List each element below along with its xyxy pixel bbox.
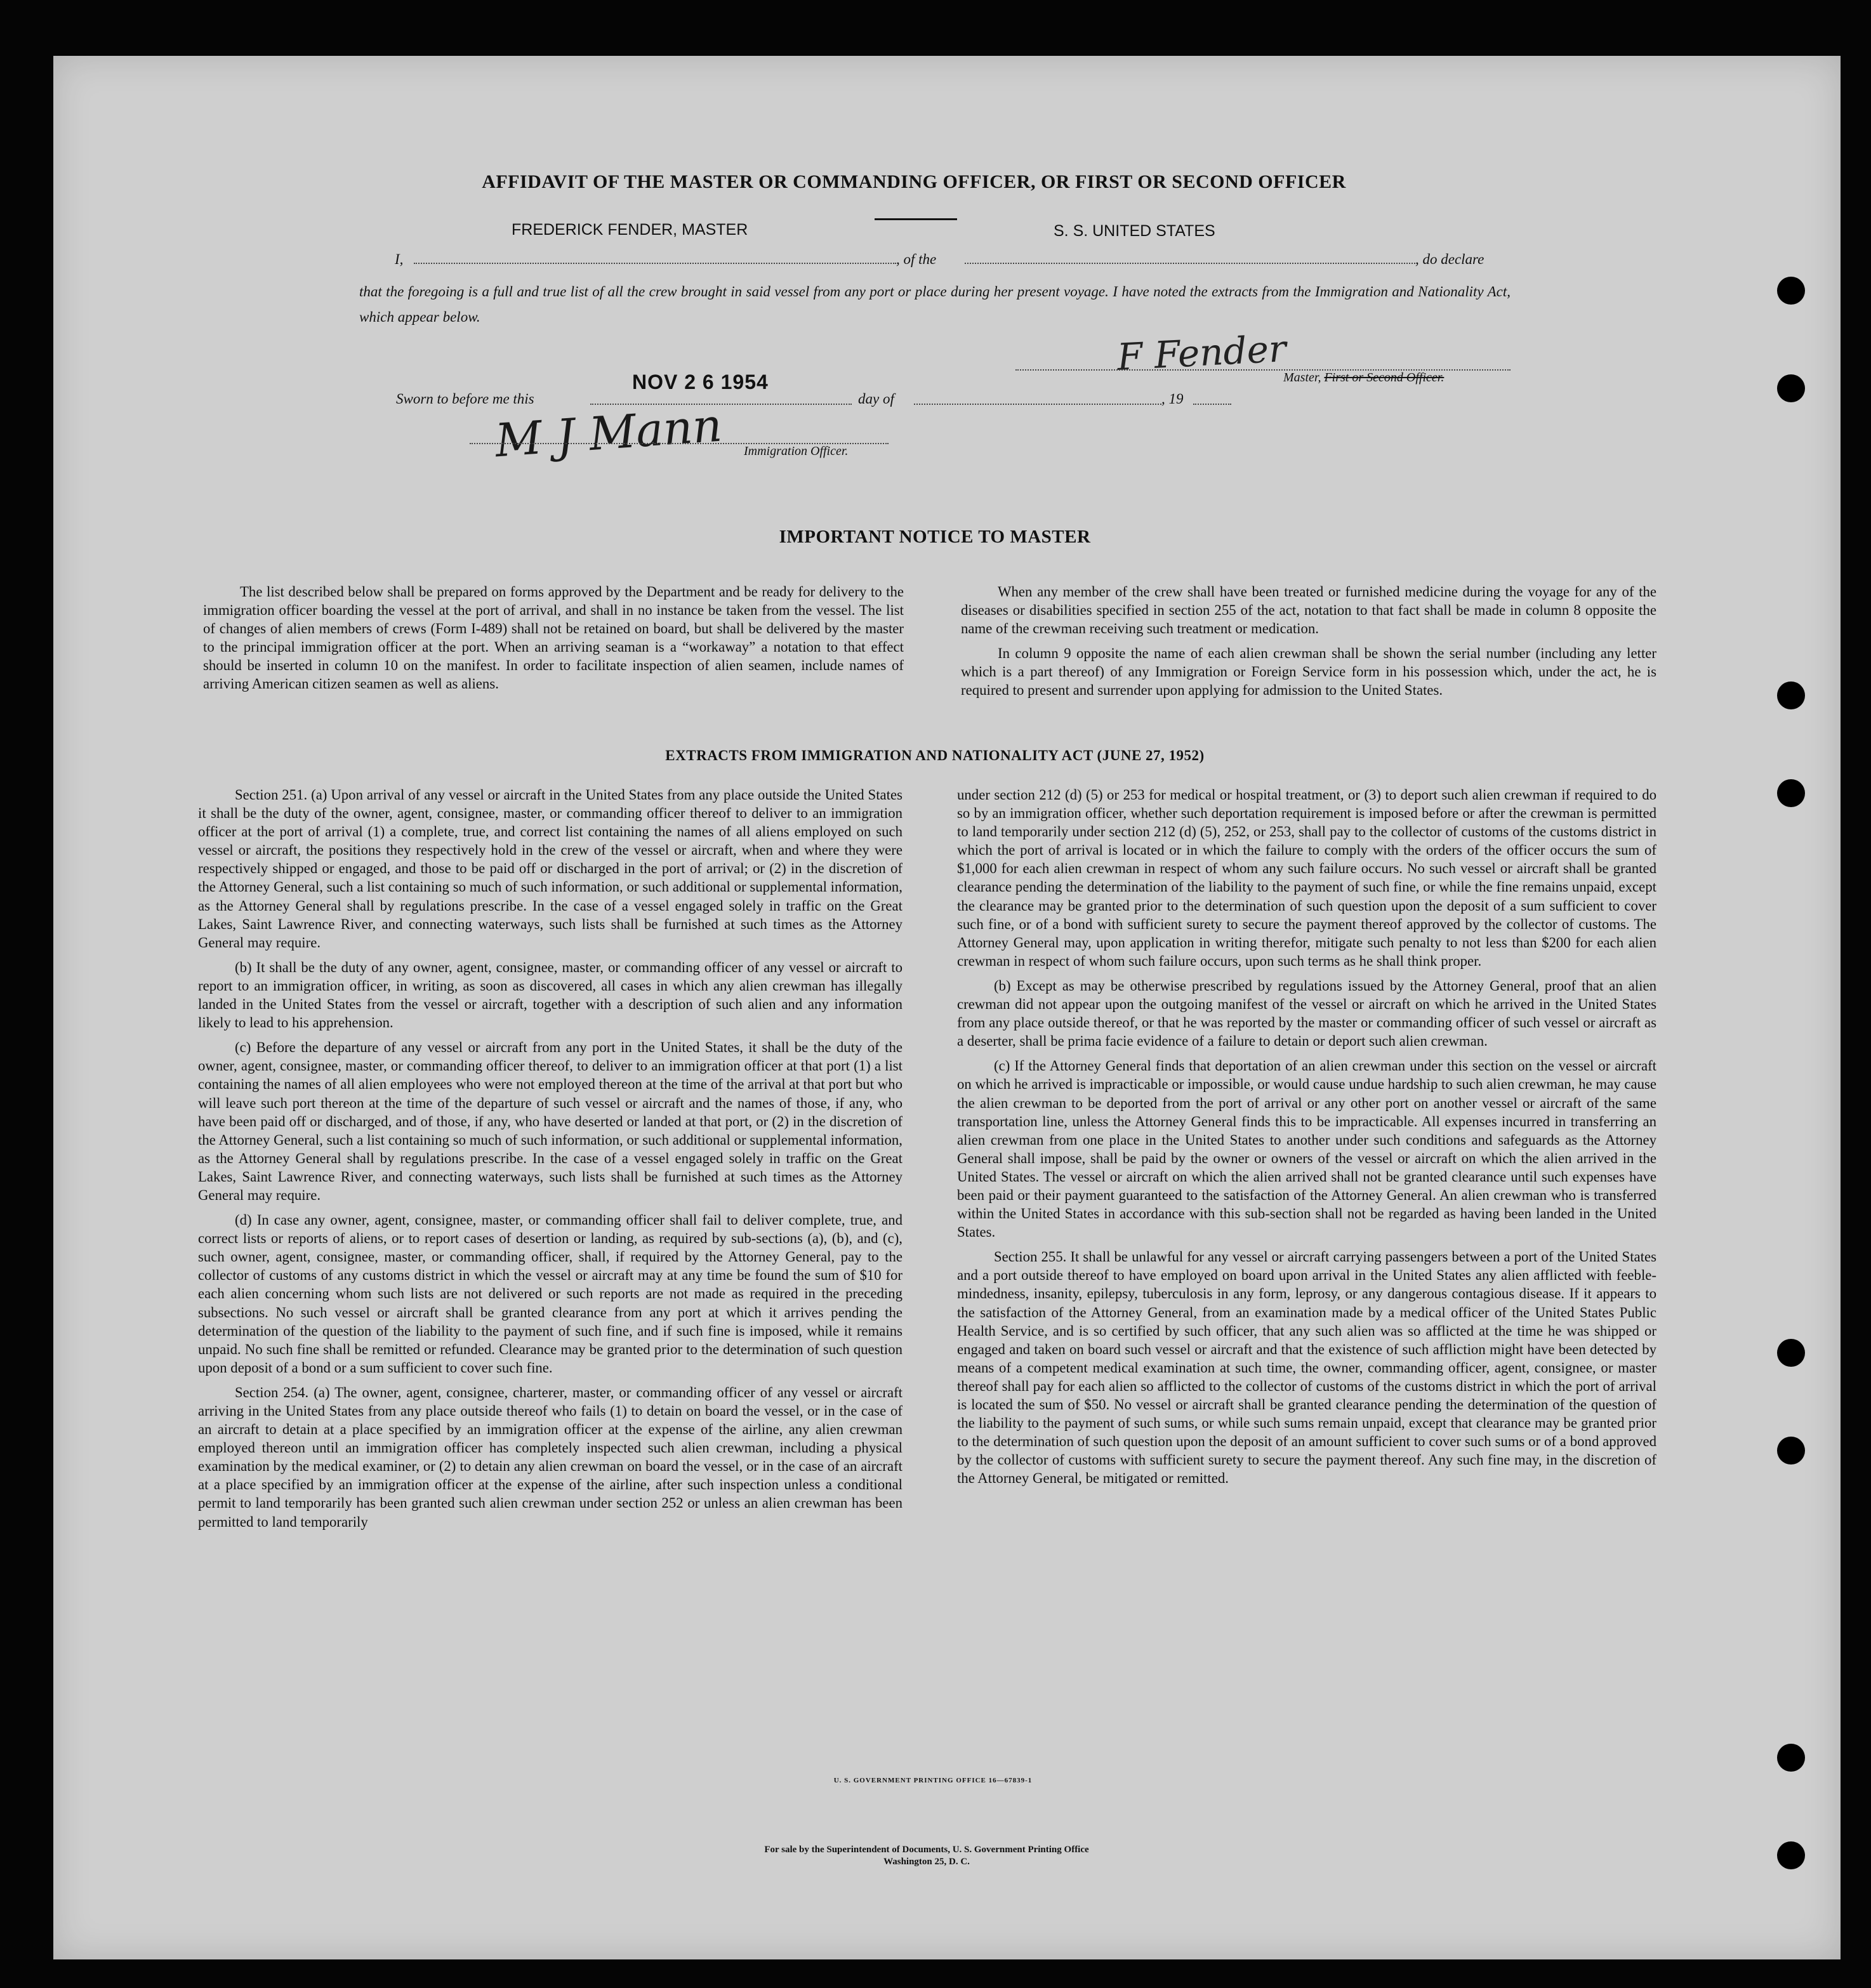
printer-mark: U. S. GOVERNMENT PRINTING OFFICE 16—67839-1 — [833, 1777, 1033, 1784]
master-name: FREDERICK FENDER, MASTER — [512, 221, 748, 239]
field-vessel-line — [965, 263, 1415, 264]
section-251b: (b) It shall be the duty of any owner, agent, consignee, master, or commanding officer of any vessel or aircraft to report to an immigration officer, in writing, as soon as discovered, all cases in which any alien crewman has illegally landed in the United States from the vessel or aircraft, together with a description of such alien and any information likely to lead to his apprehension. — [198, 959, 902, 1031]
label-of-the: , of the — [896, 251, 937, 267]
section-251d: (d) In case any owner, agent, consignee, master, or commanding officer shall fail to deliver complete, true, and correct lists or reports of aliens, or to report cases of desertion or landing, as required by sub-sections (a), (b), and (c), such owner, agent, consignee, master, or commanding officer, shall, if required by the Attorney General, pay to the collector of customs of any customs district in which the vessel or aircraft may at any time be found the sum of $10 for each alien concerning whom such lists are not delivered or such reports are not made as required in the preceding subsections. No such vessel or aircraft shall be granted clearance from any port at which it arrives pending the determination of the question of the liability to the payment of such fine, and if such fine is imposed, while it remains unpaid. No such fine shall be remitted or refunded. Clearance may be granted prior to the determination of such question upon deposit of a bond or a sum sufficient to cover such fine. — [198, 1212, 902, 1376]
affidavit-title: AFFIDAVIT OF THE MASTER OR COMMANDING OFFICER, OR FIRST OR SECOND OFFICER — [482, 171, 1346, 192]
binder-hole — [1777, 1339, 1805, 1367]
section-254a: Section 254. (a) The owner, agent, consignee, charterer, master, or commanding officer of any vessel or aircraft arriving in the United States from any place outside thereof who fails (1) to detain on board the vessel, or in the case of an aircraft to detain at a place specified by an immigration officer at the expense of the airline, any alien crewman employed thereon until an immigration officer has completely inspected such alien crewman, including a physical examination by the medical examiner, or (2) to detain any alien crewman on board the vessel, or in the case of an aircraft at a place specified by an immigration officer at the expense of the airline, after such inspection unless a conditional permit to land temporarily has been granted such alien crewman under section 252 or unless an alien crewman has been permitted to land temporarily — [198, 1384, 902, 1530]
label-i: I, — [395, 251, 404, 267]
binder-hole — [1777, 1744, 1805, 1772]
binder-hole — [1777, 374, 1805, 402]
year-label: , 19 — [1161, 391, 1184, 407]
notice-left-column — [203, 583, 904, 700]
section-251a: Section 251. (a) Upon arrival of any vessel or aircraft in the United States from any place outside the United States it shall be the duty of the owner, agent, consignee, master, or commanding officer thereof to deliver to an immigration officer at the port of arrival (1) a complete, true, and correct list containing the names of all aliens employed on such vessel or aircraft, the positions they respectively hold in the crew of the vessel or aircraft, when and where they were respectively shipped or engaged, and those to be paid off or discharged in the port of arrival; or (2) in the discretion of the Attorney General, such a list containing so much of such information, or such additional or supplemental information, as the Attorney General shall by regulations prescribe. In the case of a vessel engaged solely in traffic on the Great Lakes, Saint Lawrence River, and connecting waterways, such lists shall be furnished at such times as the Attorney General may require. — [198, 787, 902, 951]
extracts-left-column — [198, 786, 902, 1537]
label-do-declare: , do declare — [1415, 251, 1484, 267]
section-255: Section 255. It shall be unlawful for any vessel or aircraft carrying passengers between a port of the United States and a port outside thereof to have employed on board upon arrival in the United States any alien afflicted with feeble-mindedness, insanity, epilepsy, tuberculosis in any form, leprosy, or any dangerous contagious disease. If it appears to the satisfaction of the Attorney General, from an examination made by a medical officer of the United States Public Health Service, and is so certified by such officer, that any such alien was so afflicted at the time he was shipped or engaged and taken on board such vessel or aircraft and that the existence of such affliction might have been detected by means of a competent medical examination at such time, the owner, commanding officer, agent, consignee, or master thereof shall pay for each alien so afflicted to the collector of customs of the customs district in which the port of arrival is located the sum of $50. No vessel or aircraft shall be granted clearance pending the determination of the question of the liability to the payment of such sums, or while such sums remain unpaid, except that clearance may be granted prior to the determination of such question upon the deposit of an amount sufficient to cover such sums or of a bond approved by the collector of customs with sufficient surety to secure the payment thereof. Any such fine may, in the discretion of the Attorney General, be mitigated or remitted. — [957, 1249, 1656, 1487]
notice-title: IMPORTANT NOTICE TO MASTER — [779, 527, 1091, 547]
immigration-officer-label: Immigration Officer. — [744, 444, 849, 458]
vessel-name: S. S. UNITED STATES — [1054, 222, 1215, 240]
master-title-prefix: Master, — [1283, 371, 1321, 385]
day-of-label: day of — [858, 391, 894, 407]
section-251c: (c) Before the departure of any vessel or aircraft from any port in the United States, it shall be the duty of the owner, agent, consignee, master, or commanding officer thereof, to deliver to an immigration officer at that port (1) a list containing the names of all alien employees who were not employed thereon at the time of the arrival at that port but who will leave such port thereon at the time of the departure of such vessel or aircraft and the names of those, if any, who have been paid off or discharged, and of those, if any, who have deserted or landed at that port, or (2) in the discretion of the Attorney General, such a list containing so much of such information, or such additional or supplemental information, as the Attorney General shall by regulations prescribe. In the case of a vessel engaged solely in traffic on the Great Lakes, Saint Lawrence River, and connecting waterways, such lists shall be furnished at such times as the Attorney General may require. — [198, 1039, 902, 1203]
notice-right-paragraph: In column 9 opposite the name of each alien crewman shall be shown the serial number (including any letter which is a part thereof) of any Immigration or Foreign Service form in his possession which, under the act, he is required to present and surrender upon applying for admission to the United States. — [961, 645, 1656, 699]
extracts-title: EXTRACTS FROM IMMIGRATION AND NATIONALITY ACT (JUNE 27, 1952) — [665, 747, 1205, 763]
sale-line-2: Washington 25, D. C. — [883, 1857, 970, 1867]
master-title-struck: First or Second Officer. — [1324, 371, 1445, 385]
immigration-officer-signature: M J Mann — [493, 398, 724, 468]
sale-notice — [571, 1844, 1282, 1868]
date-stamp: NOV 2 6 1954 — [632, 371, 769, 393]
binder-hole — [1777, 779, 1805, 807]
binder-hole — [1777, 1437, 1805, 1465]
binder-hole — [1777, 277, 1805, 305]
binder-hole — [1777, 681, 1805, 709]
section-254a-continued: under section 212 (d) (5) or 253 for medical or hospital treatment, or (3) to deport such alien crewman if required to do so by an immigration officer, whether such deportation requirement is imposed before or after the crewman is permitted to land temporarily under section 212 (d) (5), 252, or 253, shall pay to the collector of customs of the customs district in which the port of arrival is located or in which the failure to comply with the orders of the officer occurs the sum of $1,000 for each alien crewman in respect of whom any such failure occurs. No such vessel or aircraft shall be granted clearance pending the determination of the liability to the payment of such fine, or while the fine remains unpaid, except the clearance may be granted prior to the determination of such question upon the deposit of a sum sufficient to cover such fine, or of a bond with sufficient surety to secure the payment thereof approved by the collector of customs. The Attorney General may, upon application in writing therefor, mitigate such penalty to not less than $200 for each alien crewman in respect of whom such failure occurs, upon such terms as he shall think proper. — [957, 787, 1656, 969]
declaration-text: that the foregoing is a full and true list of all the crew brought in said vessel from any port or place during her present voyage. I have noted the extracts from the Immigration and Nationality Act, which appear below. — [359, 284, 1511, 325]
sale-line-1: For sale by the Superintendent of Documents, U. S. Government Printing Office — [764, 1845, 1089, 1855]
field-name-line — [414, 263, 896, 264]
section-254c: (c) If the Attorney General finds that deportation of an alien crewman under this section on the vessel or aircraft on which he arrived is impracticable or impossible, or would cause undue hardship to such alien crewman, he may cause the alien crewman to be deported from the port of arrival or any other port on another vessel or aircraft of the same transportation line, unless the Attorney General finds this to be impracticable. All expenses incurred in transferring an alien crewman from one place in the United States to another under such conditions and safeguards as the Attorney General shall impose, shall be paid by the owner or owners of the vessel or aircraft on which the alien arrived in the United States. The vessel or aircraft on which the alien arrived shall not be granted clearance until such expenses have been paid or their payment guaranteed to the satisfaction of the Attorney General. An alien crewman who is transferred within the United States in accordance with this sub-section shall not be regarded as having been landed in the United States. — [957, 1058, 1656, 1241]
month-line — [914, 404, 1161, 405]
divider-line — [875, 218, 957, 220]
notice-right-column — [961, 583, 1656, 706]
master-title — [1283, 371, 1444, 385]
year-line — [1193, 404, 1231, 405]
binder-hole — [1777, 1841, 1805, 1869]
master-signature: F Fender — [1116, 327, 1288, 379]
section-254b: (b) Except as may be otherwise prescribed by regulations issued by the Attorney General, proof that an alien crewman did not appear upon the outgoing manifest of the vessel or aircraft on which he arrived in the United States from any place outside thereof, or that he was reported by the master or commanding officer of such vessel or aircraft as a deserter, shall be prima facie evidence of a failure to detain or deport such alien crewman. — [957, 977, 1656, 1050]
extracts-right-column — [957, 786, 1656, 1494]
notice-right-paragraph: When any member of the crew shall have been treated or furnished medicine during the voyage for any of the diseases or disabilities specified in section 255 of the act, notation to that fact shall be made in column 8 opposite the name of the crewman receiving such treatment or medication. — [961, 584, 1656, 637]
notice-left-paragraph: The list described below shall be prepared on forms approved by the Department and be ready for delivery to the immigration officer boarding the vessel at the port of arrival, and shall in no instance be taken from the vessel. The list of changes of alien members of crews (Form I-489) shall not be retained on board, but shall be delivered by the master to the principal immigration officer at the port. When an arriving seaman is a “workaway” a notation to that effect should be inserted in column 10 on the manifest. In order to facilitate inspection of alien seamen, include names of arriving American citizen seamen as well as aliens. — [203, 584, 904, 692]
sworn-label: Sworn to before me this — [396, 391, 534, 407]
